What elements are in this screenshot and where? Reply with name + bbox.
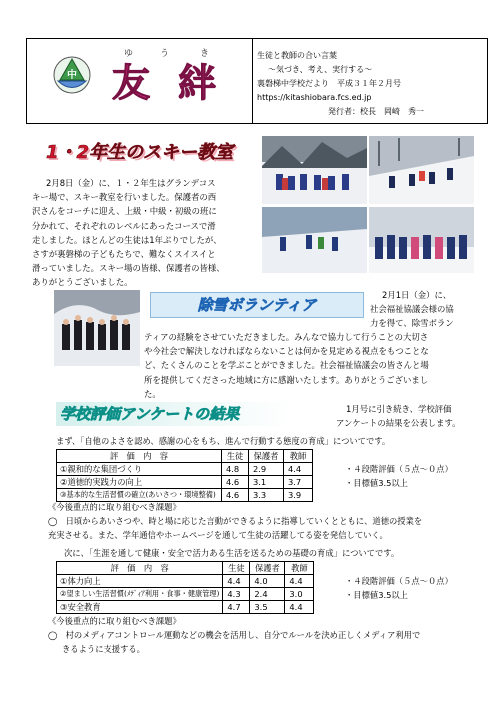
snow-line: ティアの経験をさせていただきました。みんなで協力して行うことの大切さ [144, 332, 429, 342]
task-body-2 [48, 628, 492, 656]
table-header: 生徒 [223, 562, 250, 575]
title-char-yu: 友 [112, 61, 151, 105]
target-note: ・目標値3.5以上 [345, 478, 408, 488]
snow-line: た。 [144, 388, 161, 399]
table-cell: 3.1 [249, 476, 284, 489]
task-body-1 [48, 514, 492, 542]
snow-body [144, 330, 492, 401]
table-header: 保護者 [250, 562, 285, 575]
task-line: ◯ 村のメディアコントロール運動などの機会を活用し、自分でルールを決め正しくメディア利用で [48, 630, 421, 640]
survey-intro-line: 1月号に引き続き、学校評価 [346, 404, 452, 414]
table-cell: ①親和的な集団づくり [57, 463, 222, 476]
ski-photo-slope [369, 136, 474, 204]
snow-line: ど、たくさんのことを学ぶことができました。社会福祉協議会の皆さんと場 [144, 360, 429, 371]
table-row [57, 476, 313, 489]
table-cell: 4.6 [222, 476, 249, 489]
task-title: 《今後重点的に取り組むべき課題》 [48, 616, 181, 626]
snow-volunteer-heading: 除雪ボランティア [150, 292, 364, 318]
snow-line: 2月1日（金）に、 [382, 290, 452, 300]
snow-line: や今社会で解決しなければならないことは何かを見定める視点をもつことな [144, 346, 429, 357]
table-cell: ③安全教育 [57, 601, 223, 614]
table-cell: 3.9 [284, 489, 313, 502]
ski-line: 滑っていました。スキー場の皆様、保護者の皆様、 [32, 263, 225, 274]
table-cell: 2.9 [249, 463, 284, 476]
motto-title: 生徒と教師の合い言葉 [257, 51, 337, 60]
table-cell: 4.6 [222, 489, 249, 502]
task-line: 充実させる。また、学年通信やホームページを通して生徒の活躍してる姿を発信していく。 [48, 530, 388, 540]
ruby-ki: き [200, 49, 210, 59]
table-cell: 4.7 [223, 601, 250, 614]
snow-intro-2 [370, 316, 490, 330]
ski-line: 分かれて、それぞれのレベルにあったコースで滑 [32, 220, 216, 231]
task-line: きるように支援する。 [62, 644, 145, 654]
table-cell: 4.3 [223, 588, 250, 601]
ski-photo-class [262, 207, 367, 273]
school-emblem-icon [52, 54, 92, 96]
survey-heading: 学校評価アンケートの結果 [56, 402, 292, 426]
table-row [57, 575, 314, 588]
table-cell: ③基本的な生活習慣の確立(あいさつ・環境整備) [57, 489, 222, 502]
table-cell: 4.4 [285, 575, 314, 588]
ski-photo-students [369, 207, 474, 273]
scale-note: ・４段階評価（５点～０点） [345, 464, 453, 474]
ski-line: 走しました。ほとんどの生徒は1年ぶりでしたが、 [32, 234, 222, 245]
target-note: ・目標値3.5以上 [345, 590, 408, 600]
table-cell: 3.3 [249, 489, 284, 502]
newsletter-issue: 裏磐梯中学校だより 平成３１年２月号 [257, 79, 401, 88]
table-header: 教師 [285, 562, 314, 575]
table-cell: 2.4 [250, 588, 285, 601]
snow-line: 力を得て、除雪ボラン [370, 318, 454, 328]
survey-intro [336, 402, 486, 430]
table-header: 評 価 内 容 [57, 450, 222, 463]
title-char-kizuna: 絆 [178, 61, 217, 105]
table-header: 評 価 内 容 [57, 562, 223, 575]
table-header: 教師 [284, 450, 313, 463]
ski-heading: 1・2年生のスキー教室 [46, 142, 234, 163]
ski-line: さすが裏磐梯の子どもたちで、難なくスイスイと [32, 249, 216, 260]
table-cell: 4.8 [222, 463, 249, 476]
ski-body [32, 176, 264, 290]
ski-line: 2月8日（金）に、１・２年生はグランデコス [46, 178, 216, 188]
table-header-row [57, 450, 313, 463]
task-title: 《今後重点的に取り組むべき課題》 [48, 502, 181, 512]
table-cell: ①体力向上 [57, 575, 223, 588]
table-cell: 4.4 [223, 575, 250, 588]
survey-intro-line: アンケートの結果を公表します。 [336, 418, 461, 429]
ski-photo-group [262, 136, 367, 204]
survey-topic-2: 次に、「生涯を通して健康・安全で活力ある生活を送るための基礎の育成」についてです。 [64, 548, 400, 558]
table-row [57, 463, 313, 476]
table-cell: 3.0 [285, 588, 314, 601]
table-cell: 4.4 [284, 463, 313, 476]
survey-topic-1: まず、「自他のよさを認め、感謝の心をもち、進んで行動する態度の育成」についてです。 [56, 436, 391, 446]
motto: ～気づき、考え、実行する～ [268, 65, 373, 74]
table-cell: ②道徳的実践力の向上 [57, 476, 222, 489]
table-cell: 3.5 [250, 601, 285, 614]
snow-line: 所を提供してくださった地域に方に感謝いたします。ありがとうございまし [144, 374, 429, 385]
ruby-u: う [160, 49, 170, 59]
ski-line: 沢さんをコーチに迎え、上級・中級・初級の班に [32, 206, 217, 217]
emblem-text: 中 [67, 70, 77, 81]
snow-volunteer-photo [54, 290, 140, 366]
table-row [57, 601, 314, 614]
table-header: 保護者 [249, 450, 284, 463]
ski-line: ありがとうございました。 [32, 277, 133, 288]
table-cell: 4.0 [250, 575, 285, 588]
snow-intro [370, 288, 490, 316]
publisher: 発行者：校長 岡崎 秀一 [328, 107, 424, 116]
scale-note: ・４段階評価（５点～０点） [345, 576, 453, 586]
school-url: https://kitashiobara.fcs.ed.jp [257, 93, 372, 102]
evaluation-table-2 [56, 561, 314, 614]
ski-line: キー場で、スキー教室を行いました。保護者の西 [32, 192, 217, 203]
task-line: ◯ 日頃からあいさつや、時と場に応じた言動ができるように指導していくとともに、道徳の授業を [48, 516, 423, 526]
table-cell: 4.4 [285, 601, 314, 614]
evaluation-table-1 [56, 449, 313, 502]
table-header: 生徒 [222, 450, 249, 463]
ruby-yu: ゆ [124, 49, 134, 59]
table-row [57, 588, 314, 601]
snow-line: 社会福祉協議会様の協 [370, 304, 454, 315]
table-cell: ②望ましい生活習慣(ﾒﾃﾞｨｱ利用・食事・健康管理) [57, 588, 223, 601]
table-header-row [57, 562, 314, 575]
table-cell: 3.7 [284, 476, 313, 489]
